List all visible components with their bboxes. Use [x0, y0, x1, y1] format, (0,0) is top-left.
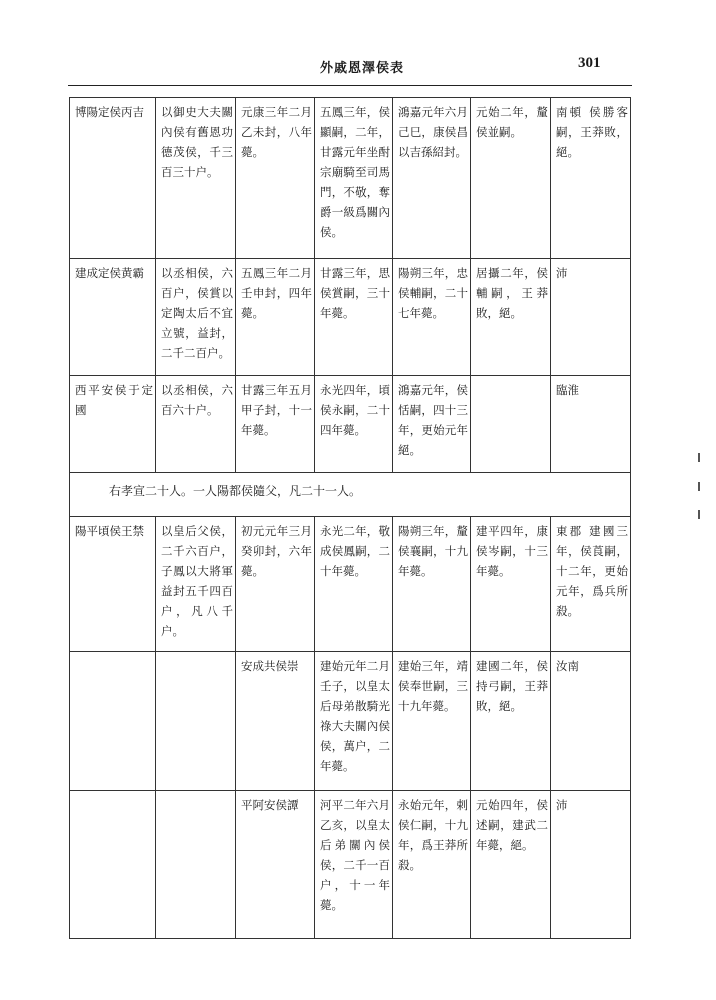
table-cell: 臨淮 [551, 376, 631, 473]
table-row [70, 259, 631, 376]
table-row [70, 652, 631, 791]
table-row [70, 98, 631, 259]
marquis-table [69, 97, 631, 939]
header-rule [68, 85, 632, 86]
table-cell: 五鳳三年二月壬申封，四年薨。 [236, 259, 315, 376]
table-cell: 建平四年，康侯岑嗣，十三年薨。 [471, 517, 551, 652]
scan-mark [698, 482, 700, 491]
table-cell: 西平安侯于定國 [70, 376, 156, 473]
table-cell: 居攝二年，侯輔嗣，王莽敗，絕。 [471, 259, 551, 376]
table-row [70, 517, 631, 652]
table-cell: 河平二年六月乙亥，以皇太后弟關內侯侯，二千一百户，十一年薨。 [315, 791, 393, 939]
table-cell: 永始元年，剌侯仁嗣，十九年，爲王莽所殺。 [393, 791, 471, 939]
table-cell: 陽平頃侯王禁 [70, 517, 156, 652]
table-cell: 沛 [551, 259, 631, 376]
table-cell [156, 791, 236, 939]
table-cell [70, 791, 156, 939]
table-cell: 以御史大夫關內侯有舊恩功德茂侯，千三百三十户。 [156, 98, 236, 259]
table-cell: 陽朔三年，釐侯襄嗣，十九年薨。 [393, 517, 471, 652]
table-cell: 以皇后父侯，二千六百户，子鳳以大將軍益封五千四百户，凡八千户。 [156, 517, 236, 652]
table-cell: 元康三年二月乙未封，八年薨。 [236, 98, 315, 259]
table-cell: 東郡 建國三年，侯莨嗣，十二年，更始元年，爲兵所殺。 [551, 517, 631, 652]
table-cell: 陽朔三年，忠侯輔嗣，二十七年薨。 [393, 259, 471, 376]
table-cell: 博陽定侯丙吉 [70, 98, 156, 259]
table-cell [156, 652, 236, 791]
table-cell: 鴻嘉元年，侯恬嗣，四十三年，更始元年絕。 [393, 376, 471, 473]
table-cell: 永光二年，敬成侯鳳嗣，二十年薨。 [315, 517, 393, 652]
table-cell: 沛 [551, 791, 631, 939]
scan-mark [698, 453, 700, 462]
table-cell: 甘露三年五月甲子封，十一年薨。 [236, 376, 315, 473]
table-cell: 甘露三年，思侯賞嗣，三十年薨。 [315, 259, 393, 376]
section-note: 右孝宣二十人。一人陽都侯隨父，凡二十一人。 [70, 473, 631, 517]
table-cell: 五鳳三年，侯顯嗣，二年，甘露元年坐酎宗廟騎至司馬門，不敬，奪爵一級爲關內侯。 [315, 98, 393, 259]
table-cell: 以丞相侯，六百户，侯賞以定陶太后不宜立號，益封，二千二百户。 [156, 259, 236, 376]
table-cell: 永光四年，頃侯永嗣，二十四年薨。 [315, 376, 393, 473]
table-cell: 建始元年二月壬子，以皇太后母弟散騎光祿大夫關內侯侯，萬户，二年薨。 [315, 652, 393, 791]
page-number: 301 [578, 55, 601, 71]
table-cell: 以丞相侯，六百六十户。 [156, 376, 236, 473]
table-cell: 汝南 [551, 652, 631, 791]
table-cell: 鴻嘉元年六月己巳，康侯昌以吉孫紹封。 [393, 98, 471, 259]
table-cell: 安成共侯崇 [236, 652, 315, 791]
table-cell [471, 376, 551, 473]
table-row [70, 791, 631, 939]
table-cell: 南頓 侯勝客嗣，王莽敗，絕。 [551, 98, 631, 259]
table-cell: 建成定侯黄霸 [70, 259, 156, 376]
table-cell: 元始二年，釐侯並嗣。 [471, 98, 551, 259]
table-row [70, 376, 631, 473]
table-cell [70, 652, 156, 791]
table-cell: 初元元年三月癸卯封，六年薨。 [236, 517, 315, 652]
table-cell: 建始三年，靖侯奉世嗣，三十九年薨。 [393, 652, 471, 791]
table-cell: 元始四年，侯述嗣，建武二年薨，絕。 [471, 791, 551, 939]
running-title: 外戚恩澤侯表 [320, 61, 405, 76]
table-cell: 平阿安侯譚 [236, 791, 315, 939]
scan-mark [698, 510, 700, 519]
table-row [70, 473, 631, 517]
table-cell: 建國二年，侯持弓嗣，王莽敗，絕。 [471, 652, 551, 791]
